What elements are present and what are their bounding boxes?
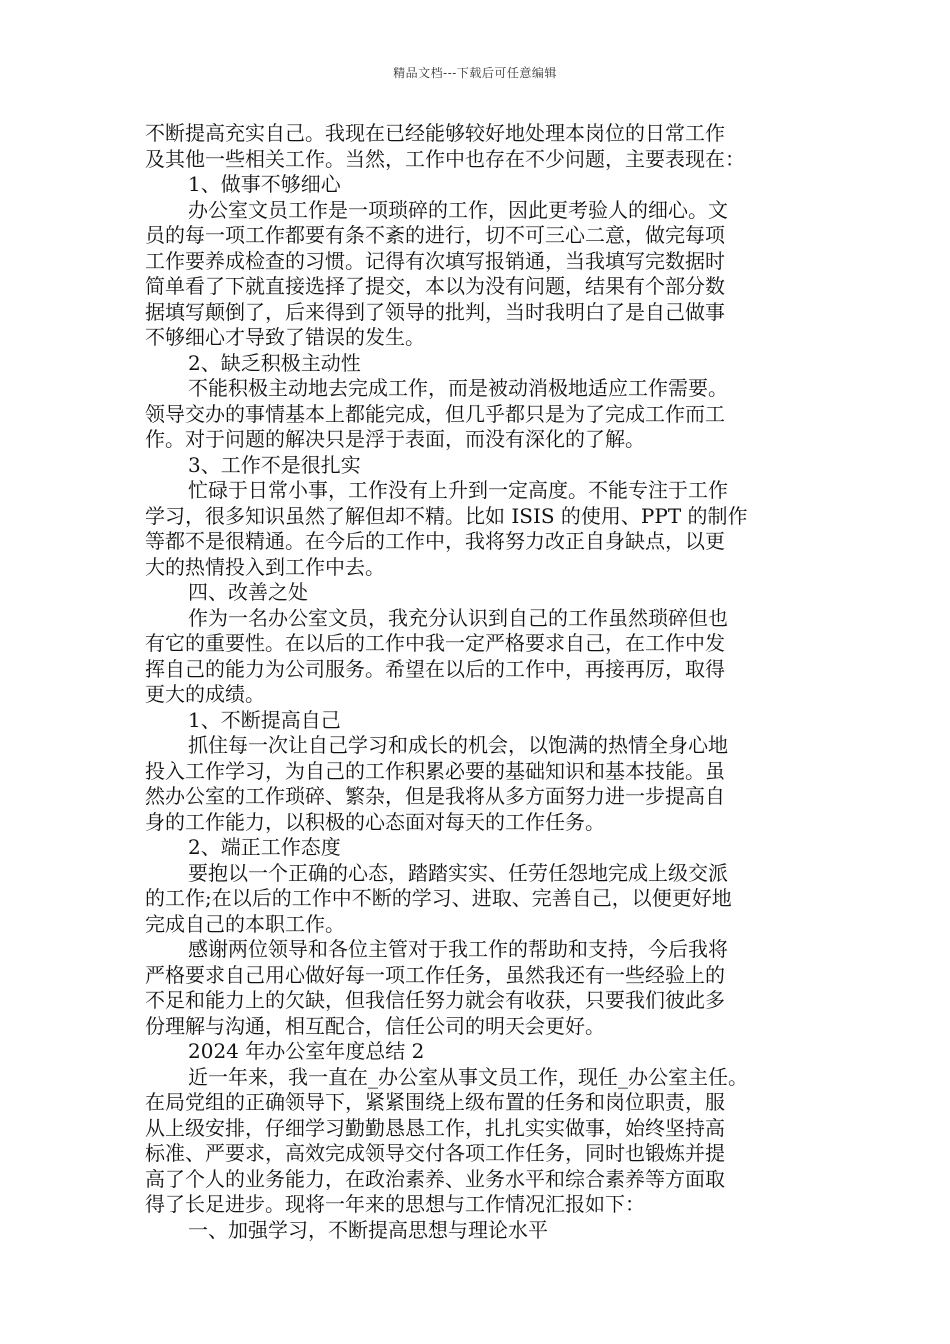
text-line: 不断提高充实自己。我现在已经能够较好地处理本岗位的日常工作 bbox=[145, 121, 725, 145]
text-line: 3、工作不是很扎实 bbox=[188, 452, 361, 477]
text-line: 得了长足进步。现将一年来的思想与工作情况汇报如下： bbox=[145, 1192, 645, 1216]
text-line: 感谢两位领导和各位主管对于我工作的帮助和支持，今后我将 bbox=[188, 937, 728, 961]
text-line: 忙碌于日常小事，工作没有上升到一定高度。不能专注于工作 bbox=[188, 478, 728, 502]
text-line: 大的热情投入到工作中去。 bbox=[145, 554, 385, 579]
text-line: 身的工作能力，以积极的心态面对每天的工作任务。 bbox=[145, 809, 605, 834]
text-line: 近一年来，我一直在_办公室从事文员工作，现任_办公室主任。 bbox=[188, 1064, 748, 1089]
text-line: 办公室文员工作是一项琐碎的工作，因此更考验人的细心。文 bbox=[188, 197, 728, 222]
text-line: 的工作;在以后的工作中不断的学习、进取、完善自己，以便更好地 bbox=[145, 886, 732, 910]
text-line: 2024 年办公室年度总结 2 bbox=[188, 1039, 425, 1063]
text-line: 严格要求自己用心做好每一项工作任务，虽然我还有一些经验上的 bbox=[145, 962, 725, 987]
text-line: 有它的重要性。在以后的工作中我一定严格要求自己，在工作中发 bbox=[145, 631, 725, 655]
text-line: 挥自己的能力为公司服务。希望在以后的工作中，再接再厉，取得 bbox=[145, 656, 725, 681]
text-line: 领导交办的事情基本上都能完成，但几乎都只是为了完成工作而工 bbox=[145, 401, 725, 426]
text-line: 学习，很多知识虽然了解但却不精。比如 ISIS 的使用、PPT 的制作 bbox=[145, 503, 748, 528]
text-line: 不能积极主动地去完成工作，而是被动消极地适应工作需要。 bbox=[188, 376, 728, 400]
text-line: 更大的成绩。 bbox=[145, 682, 265, 706]
text-line: 及其他一些相关工作。当然，工作中也存在不少问题，主要表现在： bbox=[145, 146, 745, 171]
text-line: 抓住每一次让自己学习和成长的机会，以饱满的热情全身心地 bbox=[188, 733, 728, 757]
text-line: 在局党组的正确领导下，紧紧围绕上级布置的任务和岗位职责，服 bbox=[145, 1090, 725, 1114]
document-body bbox=[145, 121, 825, 1243]
text-line: 一、加强学习，不断提高思想与理论水平 bbox=[188, 1217, 548, 1242]
text-line: 标准、严要求，高效完成领导交付各项工作任务，同时也锻炼并提 bbox=[145, 1141, 725, 1165]
text-line: 从上级安排，仔细学习勤勤恳恳工作，扎扎实实做事，始终坚持高 bbox=[145, 1115, 725, 1140]
page-header: 精品文档---下载后可任意编辑 bbox=[393, 66, 557, 80]
text-line: 据填写颠倒了，后来得到了领导的批判，当时我明白了是自己做事 bbox=[145, 299, 725, 324]
text-line: 要抱以一个正确的心态，踏踏实实、任劳任怨地完成上级交派 bbox=[188, 860, 728, 885]
text-line: 然办公室的工作琐碎、繁杂，但是我将从多方面努力进一步提高自 bbox=[145, 784, 725, 808]
text-line: 1、不断提高自己 bbox=[188, 707, 341, 732]
text-line: 投入工作学习，为自己的工作积累必要的基础知识和基本技能。虽 bbox=[145, 758, 725, 783]
text-line: 2、端正工作态度 bbox=[188, 835, 341, 859]
text-line: 份理解与沟通，相互配合，信任公司的明天会更好。 bbox=[145, 1013, 605, 1038]
text-line: 工作要养成检查的习惯。记得有次填写报销通，当我填写完数据时 bbox=[145, 248, 725, 273]
text-line: 高了个人的业务能力，在政治素养、业务水平和综合素养等方面取 bbox=[145, 1166, 725, 1191]
text-line: 等都不是很精通。在今后的工作中，我将努力改正自身缺点，以更 bbox=[145, 529, 725, 553]
text-line: 员的每一项工作都要有条不紊的进行，切不可三心二意，做完每项 bbox=[145, 223, 725, 247]
text-line: 作为一名办公室文员，我充分认识到自己的工作虽然琐碎但也 bbox=[188, 605, 728, 630]
text-line: 作。对于问题的解决只是浮于表面，而没有深化的了解。 bbox=[145, 427, 645, 451]
text-line: 2、缺乏积极主动性 bbox=[188, 350, 361, 375]
text-line: 四、改善之处 bbox=[188, 580, 308, 604]
text-line: 简单看了下就直接选择了提交，本以为没有问题，结果有个部分数 bbox=[145, 274, 725, 298]
text-line: 不足和能力上的欠缺，但我信任努力就会有收获，只要我们彼此多 bbox=[145, 988, 725, 1012]
text-line: 不够细心才导致了错误的发生。 bbox=[145, 325, 425, 349]
text-line: 完成自己的本职工作。 bbox=[145, 911, 345, 936]
text-line: 1、做事不够细心 bbox=[188, 172, 341, 196]
